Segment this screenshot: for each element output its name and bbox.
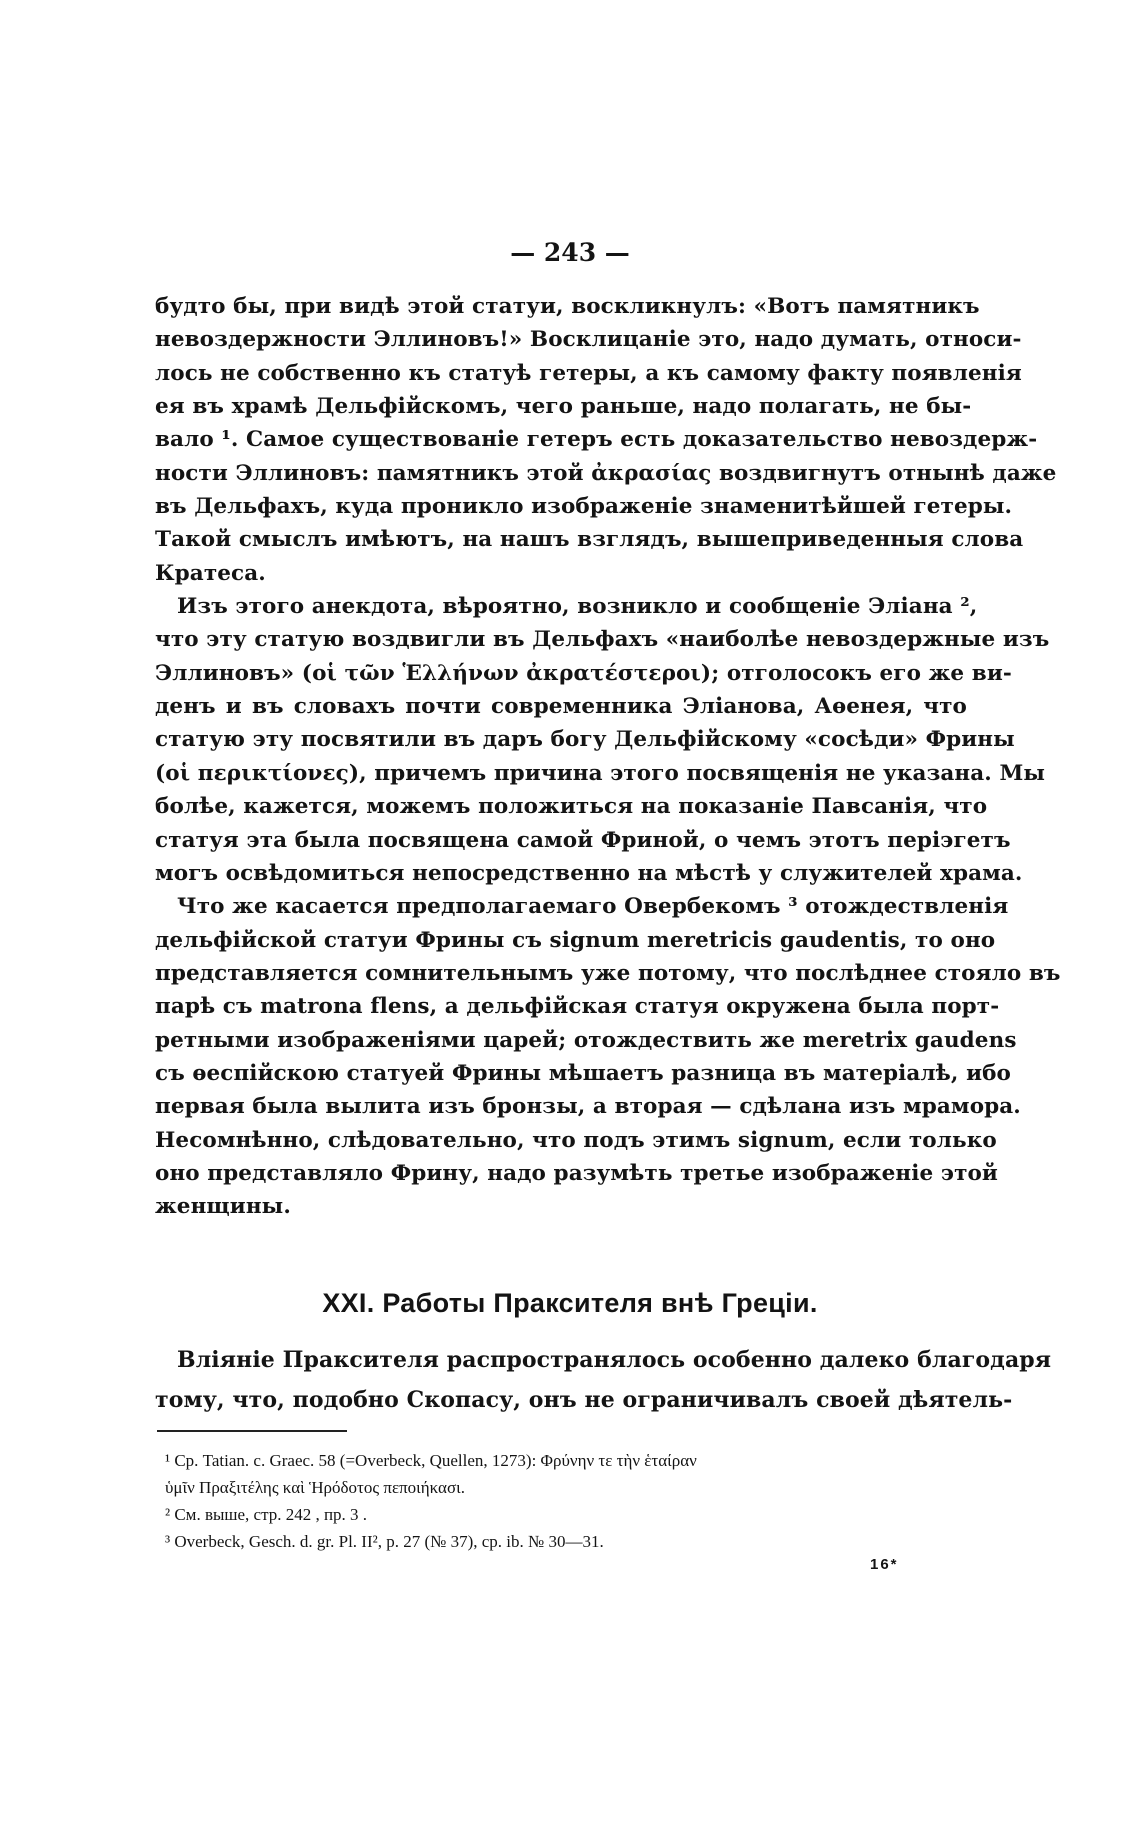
text-line: вало ¹. Самое существованіе гетеръ есть доказательство невоздерж- (155, 427, 1038, 453)
paragraph-2 (155, 590, 1050, 890)
body-text (155, 290, 1061, 1224)
text-line: болѣе, кажется, можемъ положиться на показаніе Павсанія, что (155, 794, 988, 820)
footnote-line: ὑμῖν Πραξιτέλης καὶ Ἡρόδοτος πεποιήκασι. (165, 1478, 465, 1497)
text-line: ности Эллиновъ: памятникъ этой ἀκρασίας воздвигнутъ отнынѣ даже (155, 460, 1057, 486)
text-line: невоздержности Эллиновъ!» Восклицаніе это, надо думать, относи- (155, 327, 1022, 353)
paragraph-1 (155, 290, 1057, 590)
text-line: Такой смыслъ имѣютъ, на нашъ взглядъ, вышеприведенныя слова (155, 527, 1024, 553)
footnote-line: ³ Overbeck, Gesch. d. gr. Pl. II², p. 27 (№ 37), ср. ib. № 30—31. (165, 1532, 604, 1551)
text-line: могъ освѣдомиться непосредственно на мѣстѣ у служителей храма. (155, 860, 1023, 886)
text-line: Кратеса. (155, 560, 266, 586)
text-line: что эту статую воздвигли въ Дельфахъ «наиболѣе невоздержные изъ (155, 627, 1050, 653)
paragraph-3 (155, 890, 1061, 1223)
text-line: Что же касается предполагаемаго Овербекомъ ³ отождествленія (177, 894, 1009, 920)
text-line: первая была вылита изъ бронзы, а вторая — сдѣлана изъ мрамора. (155, 1094, 1021, 1120)
text-line: ея въ храмѣ Дельфійскомъ, чего раньше, надо полагать, не бы- (155, 394, 972, 420)
footnotes (165, 1447, 965, 1555)
text-line: статую эту посвятили въ даръ богу Дельфійскому «сосѣди» Фрины (155, 727, 1015, 753)
text-line: ретными изображеніями царей; отождествить же meretrix gaudens (155, 1027, 1017, 1053)
footnote-divider (157, 1430, 347, 1432)
text-line: женщины. (155, 1194, 291, 1220)
text-line: тому, что, подобно Скопасу, онъ не ограничивалъ своей дѣятель- (155, 1387, 1013, 1413)
signature-mark: 16* (870, 1556, 899, 1573)
text-line: парѣ съ matrona flens, а дельфійская статуя окружена была порт- (155, 994, 1000, 1020)
text-line: Эллиновъ» (οἱ τῶν Ἑλλήνων ἀκρατέστεροι); отголосокъ его же ви- (155, 660, 1012, 686)
text-line: (οἱ περικτίονες), причемъ причина этого посвященія не указана. Мы (155, 760, 1046, 786)
text-line: лось не собственно къ статуѣ гетеры, а къ самому факту появленія (155, 360, 1022, 386)
text-line: Несомнѣнно, слѣдовательно, что подъ этимъ signum, если только (155, 1127, 997, 1153)
text-line: Изъ этого анекдота, вѣроятно, возникло и сообщеніе Эліана ², (177, 594, 978, 620)
footnote-line: ¹ Ср. Tatian. c. Graec. 58 (=Overbeck, Quellen, 1273): Φρύνην τε τὴν ἑταίραν (165, 1451, 697, 1470)
section-heading: XXI. Работы Праксителя внѣ Греціи. (322, 1288, 818, 1318)
section-body (155, 1340, 1052, 1420)
text-line: Вліяніе Праксителя распространялось особенно далеко благодаря (177, 1347, 1052, 1373)
text-line: денъ и въ словахъ почти современника Эліанова, Аѳенея, что (155, 694, 967, 720)
text-line: будто бы, при видѣ этой статуи, воскликнулъ: «Вотъ памятникъ (155, 294, 980, 319)
text-line: въ Дельфахъ, куда проникло изображеніе знаменитѣйшей гетеры. (155, 494, 1013, 520)
text-line: дельфійской статуи Фрины съ signum meretricis gaudentis, то оно (155, 927, 996, 953)
text-line: оно представляло Фрину, надо разумѣть третье изображеніе этой (155, 1160, 998, 1186)
text-line: представляется сомнительнымъ уже потому, что послѣднее стояло въ (155, 960, 1061, 986)
page-number: — 243 — (510, 238, 630, 267)
footnote-line: ² См. выше, стр. 242 , пр. 3 . (165, 1505, 368, 1524)
text-line: статуя эта была посвящена самой Фриной, о чемъ этотъ періэгетъ (155, 827, 1011, 853)
text-line: съ ѳеспійскою статуей Фрины мѣшаетъ разница въ матеріалѣ, ибо (155, 1060, 1012, 1086)
